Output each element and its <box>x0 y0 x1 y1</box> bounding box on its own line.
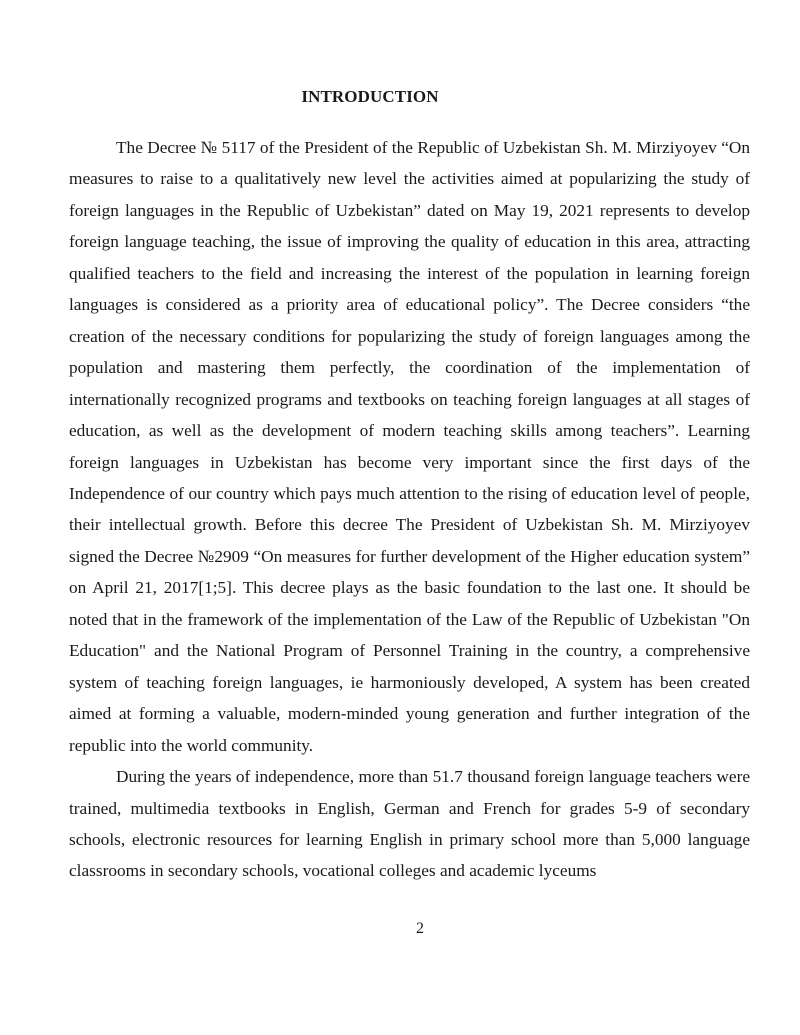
page-number: 2 <box>416 920 424 937</box>
body-text <box>69 132 750 887</box>
section-heading: INTRODUCTION <box>301 87 439 106</box>
paragraph-decree-5117: The Decree № 5117 of the President of the Republic of Uzbekistan Sh. M. Mirziyoyev “On measures to raise to a qualitatively new level the activities aimed at popularizing the study of foreign languages in the Republic of Uzbekistan” dated on May 19, 2021 represents to develop foreign language teaching, the issue of improving the quality of education in this area, attracting qualified teachers to the field and increasing the interest of the population in learning foreign languages is considered as a priority area of educational policy”. The Decree considers “the creation of the necessary conditions for popularizing the study of foreign languages among the population and mastering them perfectly, the coordination of the implementation of internationally recognized programs and textbooks on teaching foreign languages at all stages of education, as well as the development of modern teaching skills among teachers”. Learning foreign languages in Uzbekistan has become very important since the first days of the Independence of our country which pays much attention to the rising of education level of people, their intellectual growth. Before this decree The President of Uzbekistan Sh. M. Mirziyoyev signed the Decree №2909 “On measures for further development of the Higher education system” on April 21, 2017[1;5]. This decree plays as the basic foundation to the last one. It should be noted that in the framework of the implementation of the Law of the Republic of Uzbekistan "On Education" and the National Program of Personnel Training in the country, a comprehensive system of teaching foreign languages, ie harmoniously developed, A system has been created aimed at forming a valuable, modern-minded young generation and further integration of the republic into the world community. <box>69 138 750 755</box>
paragraph-independence-years: During the years of independence, more than 51.7 thousand foreign language teachers were trained, multimedia textbooks in English, German and French for grades 5-9 of secondary schools, electronic resources for learning English in primary school more than 5,000 language classrooms in secondary schools, vocational colleges and academic lyceums <box>69 767 750 881</box>
